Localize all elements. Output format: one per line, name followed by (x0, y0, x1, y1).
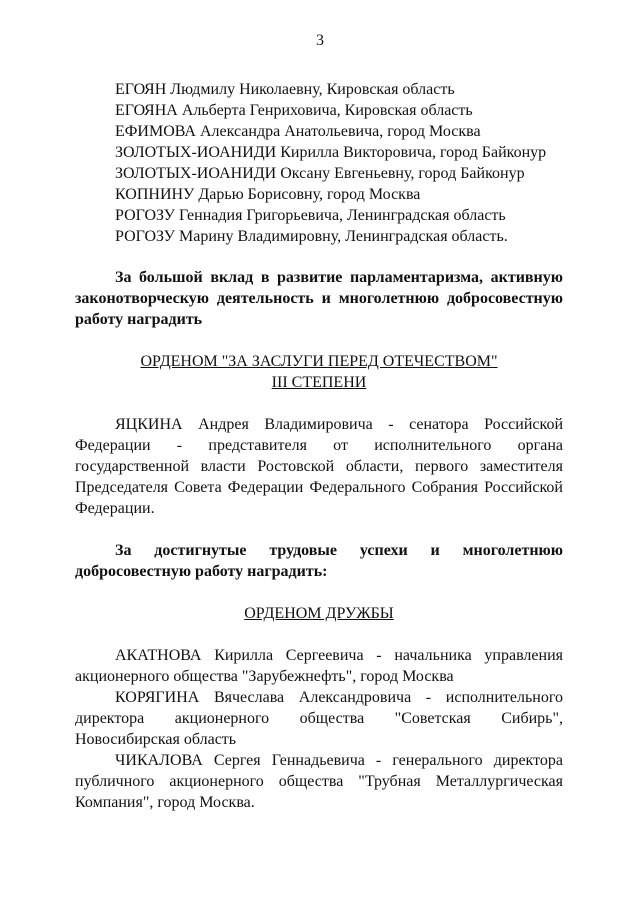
order-title: ОРДЕНОМ ДРУЖБЫ (244, 605, 394, 622)
list-item: РОГОЗУ Марину Владимировну, Ленинградская область. (115, 228, 508, 245)
award-intro-paragraph (75, 540, 563, 582)
order-title-line: ОРДЕНОМ "ЗА ЗАСЛУГИ ПЕРЕД ОТЕЧЕСТВОМ" (140, 353, 498, 370)
list-item: ЕГОЯН Людмилу Николаевну, Кировская область (115, 81, 455, 98)
list-item: ЕГОЯНА Альберта Генриховича, Кировская область (115, 102, 473, 119)
list-item: РОГОЗУ Геннадия Григорьевича, Ленинградская область (115, 207, 506, 224)
recipient-paragraph: АКАТНОВА Кирилла Сергеевича - начальника управления акционерного общества "Зарубежнефть", город Москва (75, 647, 563, 685)
list-item: ЗОЛОТЫХ-ИОАНИДИ Оксану Евгеньевну, город Байконур (115, 165, 525, 182)
list-item: ЕФИМОВА Александра Анатольевича, город Москва (115, 123, 481, 140)
recipient-paragraph: КОРЯГИНА Вячеслава Александровича - исполнительного директора акционерного общества "Советская Сибирь", Новосибирская область (75, 689, 563, 748)
names-list (75, 79, 563, 247)
order-title (75, 351, 563, 393)
list-item: КОПНИНУ Дарью Борисовну, город Москва (115, 186, 421, 203)
page-number: 3 (316, 32, 324, 49)
list-item: ЗОЛОТЫХ-ИОАНИДИ Кирилла Викторовича, город Байконур (115, 144, 547, 161)
document-body (75, 79, 563, 813)
award-intro-line: За достигнутые трудовые успехи и многолетнюю (115, 542, 563, 559)
recipient-paragraph: ЯЦКИНА Андрея Владимировича - сенатора Российской Федерации - представителя от исполнительного органа государственной власти Ростовской области, первого заместителя Председателя Совета Федерации Федерального Собрания Российской Федерации. (75, 416, 563, 517)
order-title-line: III СТЕПЕНИ (271, 374, 367, 391)
award-intro-paragraph: За большой вклад в развитие парламентаризма, активную законотворческую деятельность и многолетнюю добросовестную работу наградить (75, 269, 563, 328)
award-intro-line: добросовестную работу наградить: (75, 563, 328, 580)
recipient-paragraph: ЧИКАЛОВА Сергея Геннадьевича - генерального директора публичного акционерного общества "Трубная Металлургическая Компания", город Москва. (75, 752, 563, 811)
